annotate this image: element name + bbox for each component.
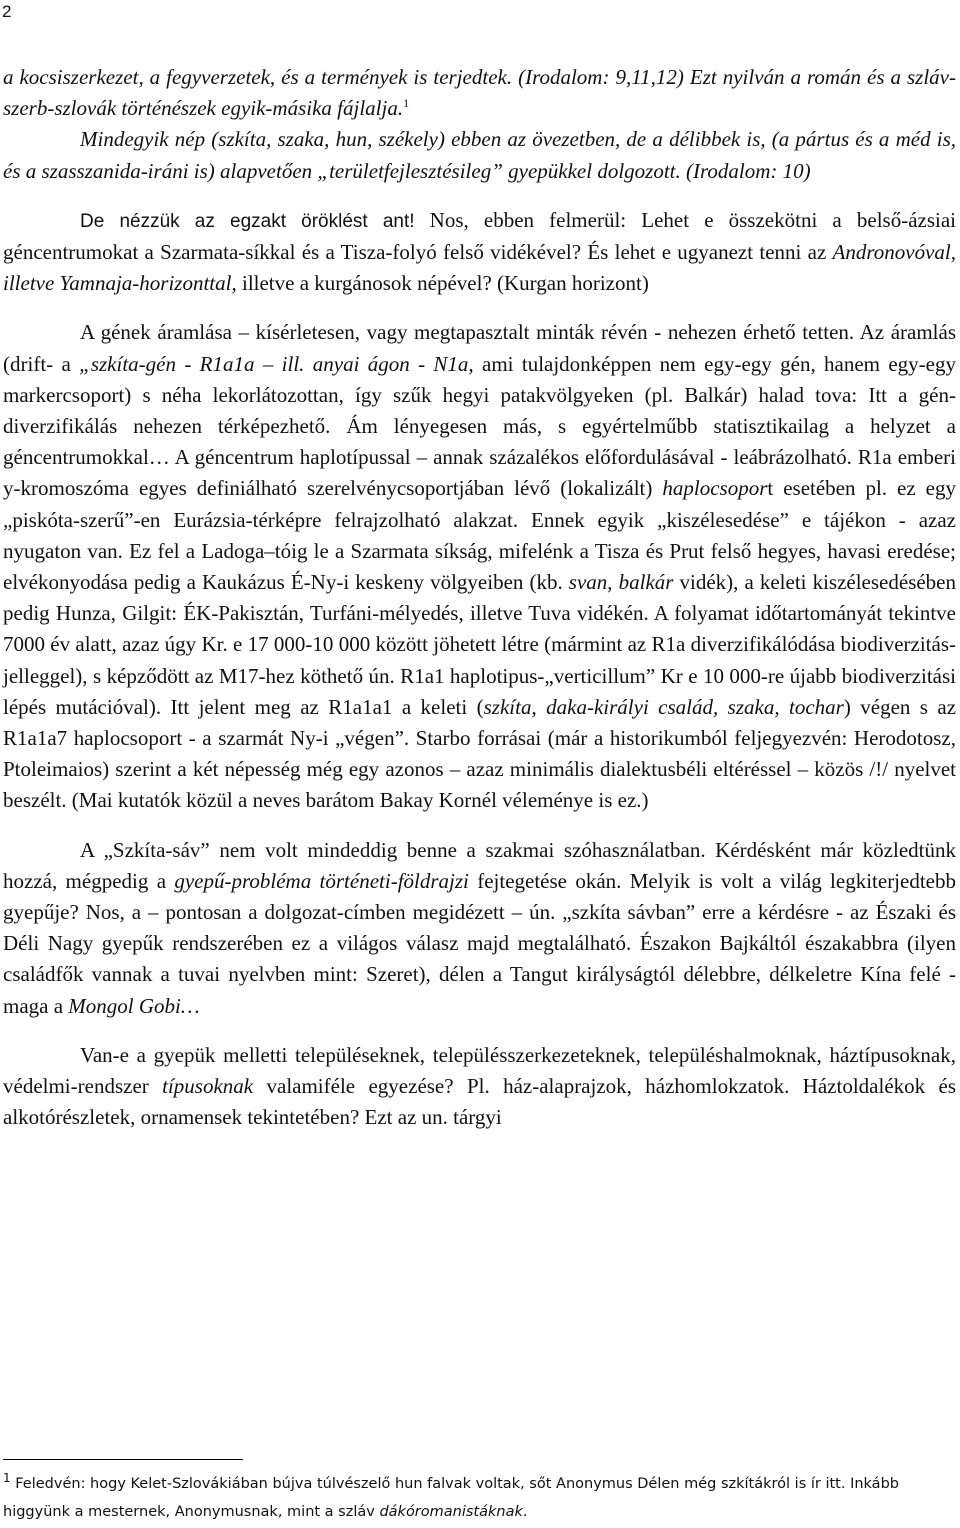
text-segment: gyepű-probléma történeti-földrajzi xyxy=(174,868,469,893)
text-segment: , xyxy=(531,694,547,719)
text-segment: Mongol Gobi… xyxy=(68,993,200,1018)
text-segment: Nos, ebben felmerül: Lehet e összekötni a belső-ázsiai géncentrumokat a Szarmata-síkkal és a Tisza-folyó felső vidékével? És lehet e ugyanezt tenni az xyxy=(3,207,956,265)
text-segment: Van-e a gyepük melletti településeknek, településszerkezeteknek, településhalmoknak, háztípusoknak, védelmi-rendszer xyxy=(3,1042,956,1099)
text-segment: szkíta xyxy=(483,694,532,719)
paragraph xyxy=(3,835,956,1022)
footnote xyxy=(3,1470,956,1526)
text-segment: a kocsiszerkezet, a fegyverzetek, és a termények is terjedtek. (Irodalom: 9,11,12) Ezt nyilván a román és a szláv-szerb-szlovák történészek egyik-másika fájlalja. xyxy=(3,65,956,121)
footnote-divider xyxy=(3,1459,243,1460)
paragraph xyxy=(3,205,956,300)
paragraph xyxy=(3,317,956,816)
text-segment: haplocsopor xyxy=(662,476,768,501)
text-segment: t esetében pl. ez egy „piskóta-szerű”-en Eurázsia-térképre felrajzolható alakzat. Ennek egyik „kiszélesedése” e tájékon - azaz nyugaton van. Ez fel a Ladoga–tóig le a Szarmata síkság, mifelénk a Tisza és Prut felső hegyes, havasi eredése; elvékonyodása pedig a Kaukázus É-Ny-i keskeny völgyeiben (kb. xyxy=(3,476,957,595)
text-segment: A „Szkíta-sáv” nem volt mindeddig benne a szakmai szóhasználatban. Kérdésként már közledtünk hozzá, mégpedig a xyxy=(3,837,956,893)
text-segment: illetve a kurgánosok népével? (Kurgan horizont) xyxy=(236,271,649,296)
text-segment: fejtegetése okán. Melyik is volt a világ legkiterjedtebb gyepűje? Nos, a – pontosan a dolgozat-címben megidézett – ún. „szkíta sávban” erre a kérdésre - az Északi és Déli Nagy gyepűk rendszerében ez a világos válasz majd megtalálható. Északon Bajkáltól északabbra (ilyen családfők vannak a tuvai nyelvben mint: Szeret), délen a Tangut királyságtól délebbre, délkeletre Kína felé - maga a xyxy=(3,868,956,1018)
text-segment: ami tulajdonképpen nem egy-egy gén, hanem egy-egy markercsoport) s néha lekorlátozottan, így szűk hegyi patakvölgyeken (pl. Balkár) halad tova: Itt a gén-diverzifikálás nehezen térképezhető. Ám lényegesen más, s egyértelműbb statisztikailag a helyzet a géncentrumokkal… A géncentrum haplotípussal – annak százalékos előfordulásával - leábrázolható. R1a emberi y-kromoszóma egyes definiálható szerelvénycsoportjában lévő (lokalizált) xyxy=(3,351,956,501)
page-number: 2 xyxy=(2,2,12,21)
text-segment: típusoknak xyxy=(162,1074,254,1099)
text-segment: A gének áramlása – kísérletesen, vagy megtapasztalt minták révén - nehezen érhető tetten. Az áramlás (drift- a xyxy=(3,320,956,376)
footnote-italic: dákóromanistáknak xyxy=(379,1504,523,1520)
footnote-end: . xyxy=(522,1504,528,1520)
text-segment: Andronovóval, illetve Yamnaja-horizonttal, xyxy=(3,240,956,296)
text-segment: vidék), a keleti kiszélesedésében pedig Hunza, Gilgit: ÉK-Pakisztán, Turfáni-mélyedés, illetve Tuva vidékén. A folyamat időtartományát tekintve 7000 év alatt, azaz úgy Kr. e 17 000-10 000 között jöhetett létre (mármint az R1a diverzifikálódása biodiverzitás-jelleggel), s képződött az M17-hez köthető ún. R1a1 haplotipus-„verticillum” Kr e 10 000-re újabb biodiverzitási lépés mutációval). Itt jelent meg az R1a1a1 a keleti ( xyxy=(3,570,957,719)
text-segment: valamiféle egyezése? Pl. ház-alaprajzok, házhomlokzatok. Háztoldalékok és alkotórészletek, ornamensek tekintetében? Ezt az un. tárgyi xyxy=(3,1074,956,1130)
text-segment: daka-királyi család, szaka, tochar xyxy=(546,694,844,719)
text-segment: ) végen s az R1a1a7 haplocsoport - a szarmát Ny-i „végen”. Starbo forrásai (már a historikumból feljegyezvén: Herodotosz, Ptoleimaios) szerint a két népesség még egy azonos – azaz minimális dialektusbéli eltéréssel – közös /!/ nyelvet beszélt. (Mai kutatók közül a neves barátom Bakay Kornél véleménye is ez.) xyxy=(3,694,957,813)
footnote-number: 1 xyxy=(3,1471,11,1486)
paragraph xyxy=(3,62,956,124)
text-segment: „szkíta-gén - R1a1a – ill. anyai ágon - N1a, xyxy=(79,351,474,376)
footnote-ref: 1 xyxy=(403,96,410,111)
footnote-text: Feledvén: hogy Kelet-Szlovákiában bújva túlvészelő hun falvak voltak, sőt Anonymus Délen még szkítákról is ír itt. Inkább higgyünk a mesternek, Anonymusnak, mint a szláv xyxy=(3,1476,899,1520)
text-segment: Mindegyik nép (szkíta, szaka, hun, székely) ebben az övezetben, de a délibbek is, (a pártus és a méd is, és a szasszanida-iráni is) alapvetően „területfejlesztésileg” gyepükkel dolgozott. (Irodalom: 10) xyxy=(3,127,956,183)
paragraph xyxy=(3,1040,956,1134)
text-segment: svan, balkár xyxy=(568,570,674,595)
paragraph xyxy=(3,124,956,186)
text-segment: De nézzük az egzakt öröklést ant! xyxy=(80,210,415,232)
body-text xyxy=(3,62,956,1134)
